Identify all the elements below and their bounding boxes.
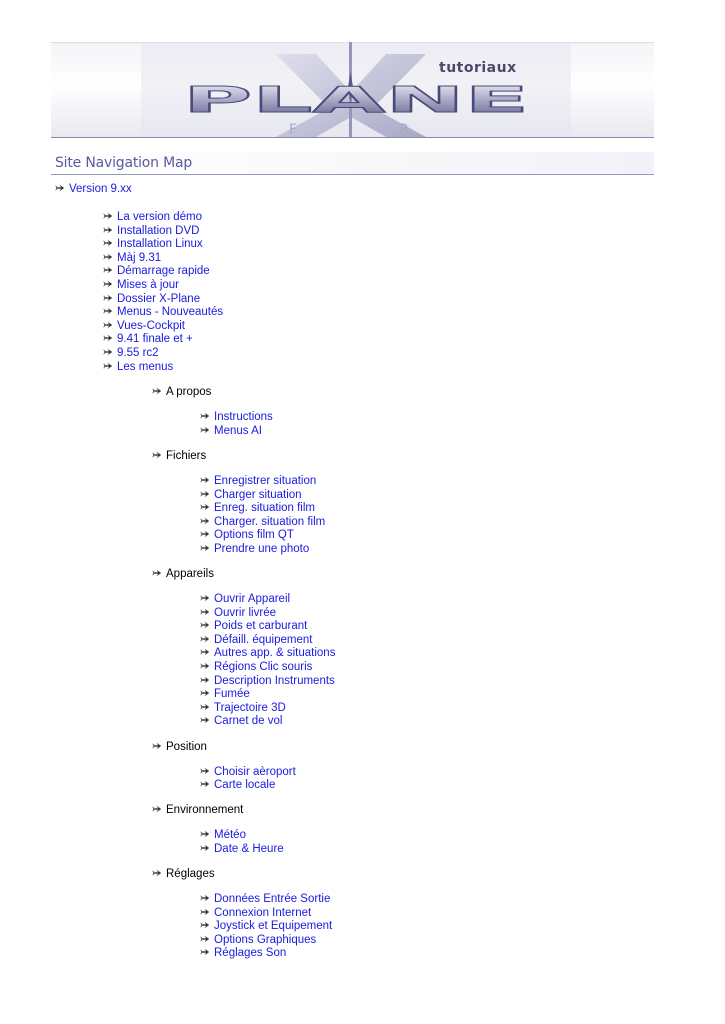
nav-link[interactable]: Carnet de vol — [214, 715, 283, 728]
nav-link[interactable]: Charger. situation film — [214, 515, 326, 528]
nav-link[interactable]: Données Entrée Sortie — [214, 892, 331, 905]
nav-subitem[interactable] — [200, 843, 284, 857]
banner-tagline: tutoriaux — [439, 60, 517, 76]
nav-link[interactable]: 9.41 finale et + — [117, 333, 193, 346]
nav-link[interactable]: Ouvrir Appareil — [214, 593, 291, 605]
nav-link[interactable]: Défaill. équipement — [214, 633, 313, 646]
arrow-bullet-icon — [200, 947, 210, 957]
arrow-bullet-icon — [200, 502, 210, 512]
section-header — [152, 568, 214, 582]
nav-link[interactable]: Options Graphiques — [214, 933, 317, 946]
section-label: Environnement — [166, 804, 244, 817]
arrow-bullet-icon — [103, 306, 113, 316]
arrow-bullet-icon — [200, 593, 210, 603]
section-label: Position — [166, 740, 207, 753]
section-header — [152, 386, 211, 400]
header-banner — [51, 42, 654, 138]
nav-subitem[interactable] — [200, 529, 294, 543]
nav-link[interactable]: Vues-Cockpit — [117, 319, 185, 332]
nav-link[interactable]: Charger situation — [214, 488, 302, 501]
arrow-bullet-icon — [200, 715, 210, 725]
nav-link[interactable]: Instructions — [214, 411, 273, 424]
arrow-bullet-icon — [200, 907, 210, 917]
nav-link[interactable]: Menus - Nouveautés — [117, 306, 224, 319]
arrow-bullet-icon — [103, 211, 113, 221]
nav-subitem[interactable] — [200, 829, 246, 843]
nav-link[interactable]: Dossier X-Plane — [117, 292, 201, 305]
nav-link[interactable]: Carte locale — [214, 779, 276, 792]
nav-link[interactable]: Ouvrir livrée — [214, 606, 276, 619]
nav-item[interactable] — [103, 320, 185, 334]
nav-link[interactable]: Connexion Internet — [214, 906, 312, 919]
nav-subitem[interactable] — [200, 766, 296, 780]
nav-link[interactable]: Description Instruments — [214, 674, 335, 687]
nav-item[interactable] — [103, 279, 179, 293]
arrow-bullet-icon — [200, 529, 210, 539]
logo-sub: FR — [289, 122, 409, 137]
nav-link[interactable]: Enreg. situation film — [214, 502, 315, 515]
nav-item[interactable] — [103, 347, 159, 361]
nav-subitem[interactable] — [200, 715, 282, 729]
nav-subitem[interactable] — [200, 702, 286, 716]
arrow-bullet-icon — [200, 543, 210, 553]
arrow-bullet-icon — [200, 489, 210, 499]
arrow-bullet-icon — [200, 893, 210, 903]
nav-subitem[interactable] — [200, 543, 309, 557]
page-title: Site Navigation Map — [55, 155, 193, 171]
nav-subitem[interactable] — [200, 411, 273, 425]
arrow-bullet-icon — [200, 766, 210, 776]
nav-subitem[interactable] — [200, 647, 335, 661]
nav-subitem[interactable] — [200, 593, 290, 607]
arrow-bullet-icon — [152, 568, 162, 578]
nav-subitem[interactable] — [200, 475, 316, 489]
section-label: A propos — [166, 386, 212, 399]
nav-item[interactable] — [103, 306, 223, 320]
nav-subitem[interactable] — [200, 634, 312, 648]
nav-subitem[interactable] — [200, 489, 302, 503]
arrow-bullet-icon — [200, 475, 210, 485]
nav-link[interactable]: Màj 9.31 — [117, 251, 162, 264]
arrow-bullet-icon — [200, 411, 210, 421]
arrow-bullet-icon — [103, 293, 113, 303]
nav-subitem[interactable] — [200, 425, 262, 439]
section-header — [152, 868, 215, 882]
arrow-bullet-icon — [152, 868, 162, 878]
logo-word: PLANE — [183, 80, 529, 121]
site-navigation-heading — [51, 152, 654, 175]
nav-link[interactable]: Joystick et Equipement — [214, 920, 333, 933]
arrow-bullet-icon — [200, 934, 210, 944]
arrow-bullet-icon — [103, 320, 113, 330]
nav-item[interactable] — [103, 333, 193, 347]
arrow-bullet-icon — [200, 620, 210, 630]
arrow-bullet-icon — [200, 675, 210, 685]
nav-link[interactable]: La version démo — [117, 211, 203, 223]
arrow-bullet-icon — [200, 425, 210, 435]
nav-subitem[interactable] — [200, 516, 325, 530]
section-header — [152, 741, 207, 755]
arrow-bullet-icon — [103, 333, 113, 343]
nav-item[interactable] — [103, 211, 202, 225]
nav-item[interactable] — [103, 238, 203, 252]
nav-subitem[interactable] — [200, 947, 286, 961]
arrow-bullet-icon — [103, 265, 113, 275]
section-label: Appareils — [166, 568, 214, 580]
arrow-bullet-icon — [103, 347, 113, 357]
nav-link[interactable]: Météo — [214, 829, 246, 842]
arrow-bullet-icon — [103, 361, 113, 371]
arrow-bullet-icon — [103, 225, 113, 235]
arrow-bullet-icon — [200, 829, 210, 839]
nav-subitem[interactable] — [200, 688, 250, 702]
nav-link[interactable]: Prendre une photo — [214, 542, 310, 555]
section-label: Réglages — [166, 867, 215, 880]
arrow-bullet-icon — [152, 804, 162, 814]
nav-subitem[interactable] — [200, 779, 275, 793]
arrow-bullet-icon — [55, 183, 65, 193]
arrow-bullet-icon — [200, 607, 210, 617]
nav-subitem[interactable] — [200, 934, 316, 948]
nav-item[interactable] — [103, 252, 161, 266]
section-header — [152, 804, 243, 818]
nav-item[interactable] — [103, 361, 173, 375]
arrow-bullet-icon — [200, 779, 210, 789]
section-label: Fichiers — [166, 449, 207, 462]
nav-link[interactable]: Date & Heure — [214, 842, 284, 855]
arrow-bullet-icon — [200, 843, 210, 853]
nav-link[interactable]: 9.55 rc2 — [117, 347, 159, 359]
arrow-bullet-icon — [152, 386, 162, 396]
arrow-bullet-icon — [200, 920, 210, 930]
xplane-logo — [51, 42, 654, 137]
nav-link[interactable]: Enregistrer situation — [214, 474, 317, 487]
nav-link[interactable]: Choisir aèroport — [214, 765, 296, 778]
nav-link[interactable]: Options film QT — [214, 529, 294, 542]
nav-link[interactable]: Démarrage rapide — [117, 265, 210, 278]
nav-link[interactable]: Poids et carburant — [214, 620, 308, 633]
arrow-bullet-icon — [103, 279, 113, 289]
nav-subitem[interactable] — [200, 607, 276, 621]
nav-link[interactable]: Mises à jour — [117, 279, 179, 291]
nav-link[interactable]: Réglages Son — [214, 947, 287, 960]
nav-subitem[interactable] — [200, 661, 312, 675]
nav-link[interactable]: Menus AI — [214, 424, 262, 437]
nav-link[interactable]: Régions Clic souris — [214, 661, 313, 673]
nav-subitem[interactable] — [200, 907, 311, 921]
nav-link[interactable]: Version 9.xx — [69, 183, 132, 195]
nav-link[interactable]: Les menus — [117, 360, 174, 373]
nav-link[interactable]: Autres app. & situations — [214, 647, 336, 660]
arrow-bullet-icon — [200, 634, 210, 644]
arrow-bullet-icon — [152, 450, 162, 460]
nav-subitem[interactable] — [200, 675, 335, 689]
arrow-bullet-icon — [103, 238, 113, 248]
nav-item[interactable] — [103, 293, 200, 307]
arrow-bullet-icon — [200, 516, 210, 526]
nav-link[interactable]: Installation Linux — [117, 238, 203, 251]
arrow-bullet-icon — [103, 252, 113, 262]
arrow-bullet-icon — [200, 702, 210, 712]
nav-item[interactable] — [103, 225, 199, 239]
nav-link[interactable]: Trajectoire 3D — [214, 701, 286, 714]
arrow-bullet-icon — [152, 741, 162, 751]
nav-subitem[interactable] — [200, 502, 315, 516]
nav-subitem[interactable] — [200, 920, 332, 934]
nav-item-version[interactable] — [55, 183, 132, 197]
section-header — [152, 450, 206, 464]
nav-link[interactable]: Installation DVD — [117, 224, 200, 237]
arrow-bullet-icon — [200, 688, 210, 698]
nav-subitem[interactable] — [200, 893, 330, 907]
nav-subitem[interactable] — [200, 620, 307, 634]
arrow-bullet-icon — [200, 647, 210, 657]
nav-item[interactable] — [103, 265, 210, 279]
arrow-bullet-icon — [200, 661, 210, 671]
nav-link[interactable]: Fumée — [214, 688, 250, 701]
